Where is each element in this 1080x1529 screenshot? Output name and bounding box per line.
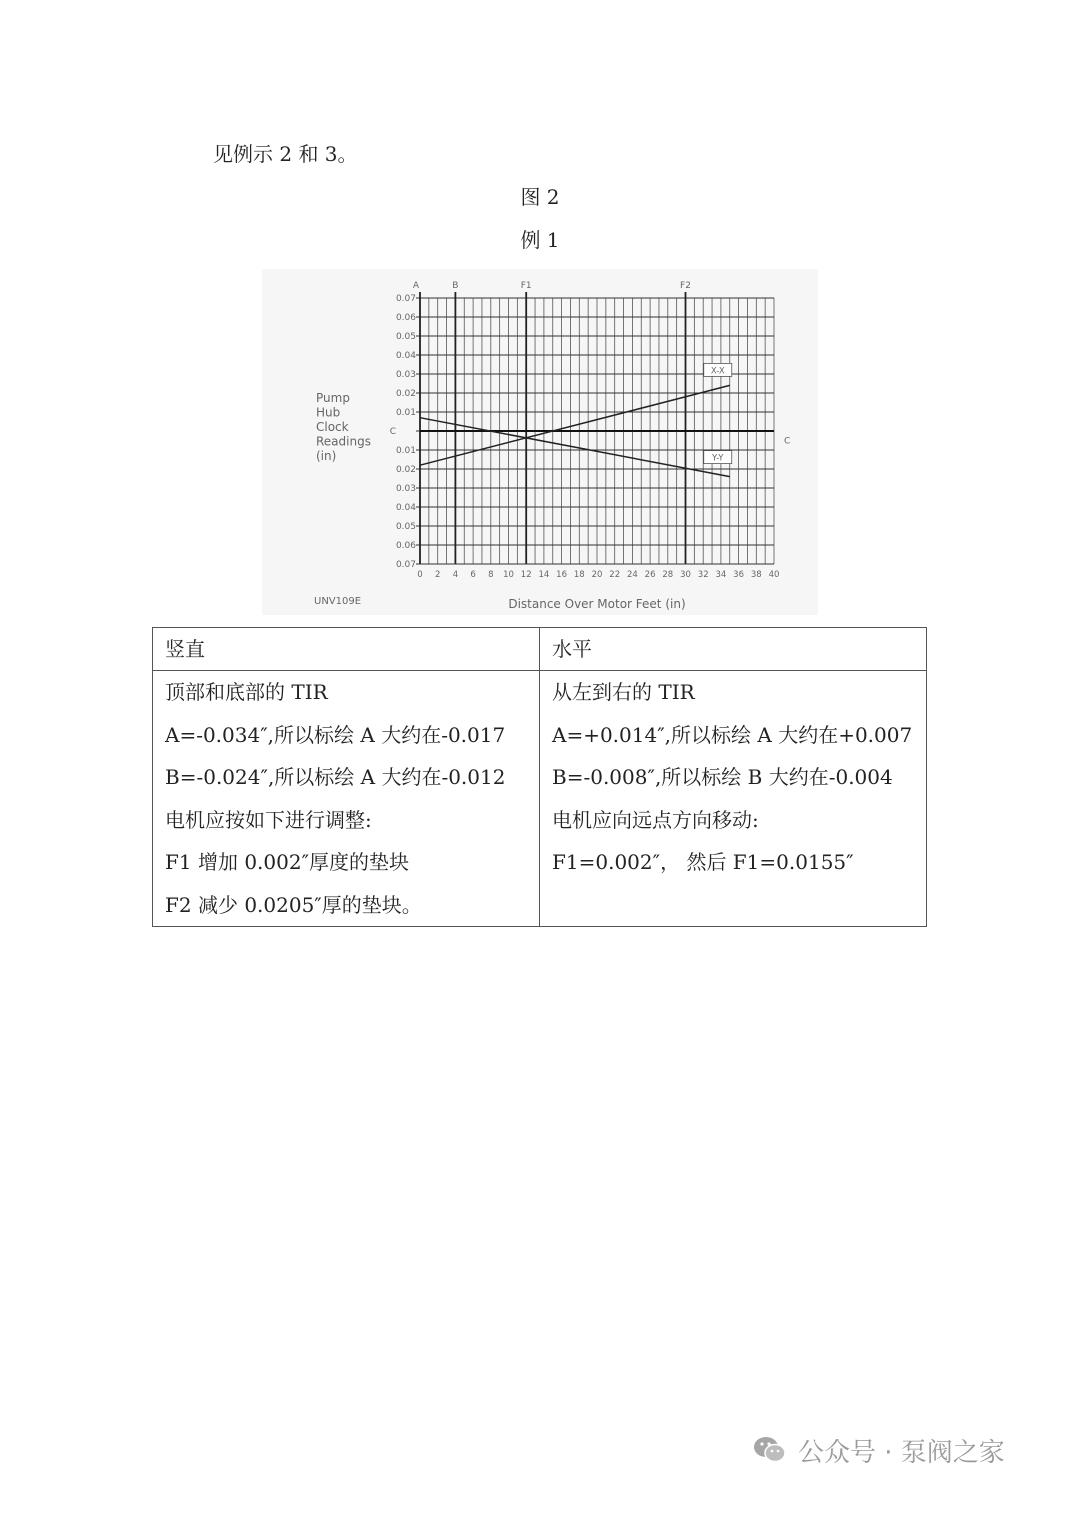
y-tick-label: 0.04 <box>395 503 416 513</box>
header-vertical: 竖直 <box>153 628 540 671</box>
x-tick-label: 6 <box>470 570 476 580</box>
y-axis-label: Pump <box>316 391 350 405</box>
horizontal-line: F1=0.002″， 然后 F1=0.0155″ <box>552 850 854 874</box>
marker-label: A <box>412 281 420 291</box>
y-axis-label: Hub <box>316 405 341 420</box>
y-axis-label: (in) <box>316 449 337 463</box>
vertical-line: A=-0.034″,所以标绘 A 大约在-0.017 <box>165 722 506 747</box>
x-tick-label: 18 <box>573 570 585 580</box>
vertical-line: F1 增加 0.002″厚度的垫块 <box>165 850 410 874</box>
horizontal-cell <box>540 671 927 927</box>
horizontal-line: 从左到右的 TIR <box>552 680 695 704</box>
table-body-row <box>153 671 927 927</box>
series-line <box>420 385 730 465</box>
x-tick-label: 10 <box>503 570 514 580</box>
tir-table <box>152 627 927 927</box>
x-tick-label: 22 <box>609 570 621 580</box>
x-tick-label: 4 <box>452 570 459 580</box>
y-tick-label: 0.02 <box>395 465 416 475</box>
y-tick-label: 0.07 <box>395 294 416 304</box>
y-tick-label: 0.06 <box>395 313 416 323</box>
right-label: C <box>784 436 791 447</box>
series-label: X-X <box>710 366 725 377</box>
vertical-line: 顶部和底部的 TIR <box>165 680 328 704</box>
watermark <box>752 1428 1005 1472</box>
y-tick-label: 0.02 <box>395 389 416 399</box>
chart-svg <box>262 269 818 615</box>
x-axis-label: Distance Over Motor Feet (in) <box>508 597 686 611</box>
vertical-line: 电机应按如下进行调整: <box>165 807 372 832</box>
figure-code: UNV109E <box>314 596 362 607</box>
horizontal-line: B=-0.008″,所以标绘 B 大约在-0.004 <box>552 765 893 789</box>
horizontal-line: A=+0.014″,所以标绘 A 大约在+0.007 <box>552 722 913 747</box>
y-axis-label: Readings <box>316 434 371 449</box>
table-header-row <box>153 628 927 671</box>
x-tick-label: 2 <box>434 570 441 580</box>
y-tick-label: 0.05 <box>395 522 416 532</box>
x-tick-label: 40 <box>768 570 780 580</box>
x-tick-label: 0 <box>417 570 423 580</box>
marker-label: B <box>452 281 459 291</box>
y-tick-label: 0.03 <box>395 370 416 380</box>
x-tick-label: 38 <box>750 570 762 580</box>
x-tick-label: 32 <box>697 570 709 580</box>
y-tick-label: 0.07 <box>395 560 416 570</box>
example-caption: 例 1 <box>520 228 560 252</box>
x-tick-label: 14 <box>538 570 550 580</box>
x-tick-label: 34 <box>715 570 727 580</box>
intro-text: 见例示 2 和 3。 <box>213 142 358 166</box>
figure-caption: 图 2 <box>520 185 560 209</box>
x-tick-label: 30 <box>680 570 691 580</box>
y-tick-label: 0.03 <box>395 484 416 494</box>
y-tick-label: 0.01 <box>395 446 416 456</box>
horizontal-line: 电机应向远点方向移动: <box>552 807 759 832</box>
wechat-icon <box>752 1432 788 1468</box>
y-tick-label: 0.05 <box>395 332 416 342</box>
vertical-cell <box>153 671 540 927</box>
vertical-line: F2 减少 0.0205″厚的垫块。 <box>165 892 422 917</box>
alignment-chart <box>262 269 818 615</box>
y-tick-label: 0.04 <box>395 351 416 361</box>
x-tick-label: 12 <box>520 570 532 580</box>
x-tick-label: 26 <box>644 570 656 580</box>
x-tick-label: 16 <box>556 570 568 580</box>
series-line <box>420 418 730 477</box>
center-label: C <box>389 427 396 437</box>
y-tick-label: 0.06 <box>395 541 416 551</box>
marker-label: F1 <box>520 281 532 291</box>
x-tick-label: 36 <box>733 570 745 580</box>
x-tick-label: 24 <box>626 570 638 580</box>
watermark-text: 公众号 · 泵阀之家 <box>798 1437 1005 1468</box>
x-tick-label: 28 <box>662 570 674 580</box>
y-tick-label: 0.01 <box>395 408 416 418</box>
x-tick-label: 20 <box>591 570 603 580</box>
marker-label: F2 <box>680 281 691 291</box>
header-horizontal: 水平 <box>540 628 927 671</box>
series-label: Y-Y <box>712 453 724 464</box>
y-axis-label: Clock <box>316 420 349 434</box>
x-tick-label: 8 <box>488 570 494 580</box>
vertical-line: B=-0.024″,所以标绘 A 大约在-0.012 <box>165 765 506 789</box>
